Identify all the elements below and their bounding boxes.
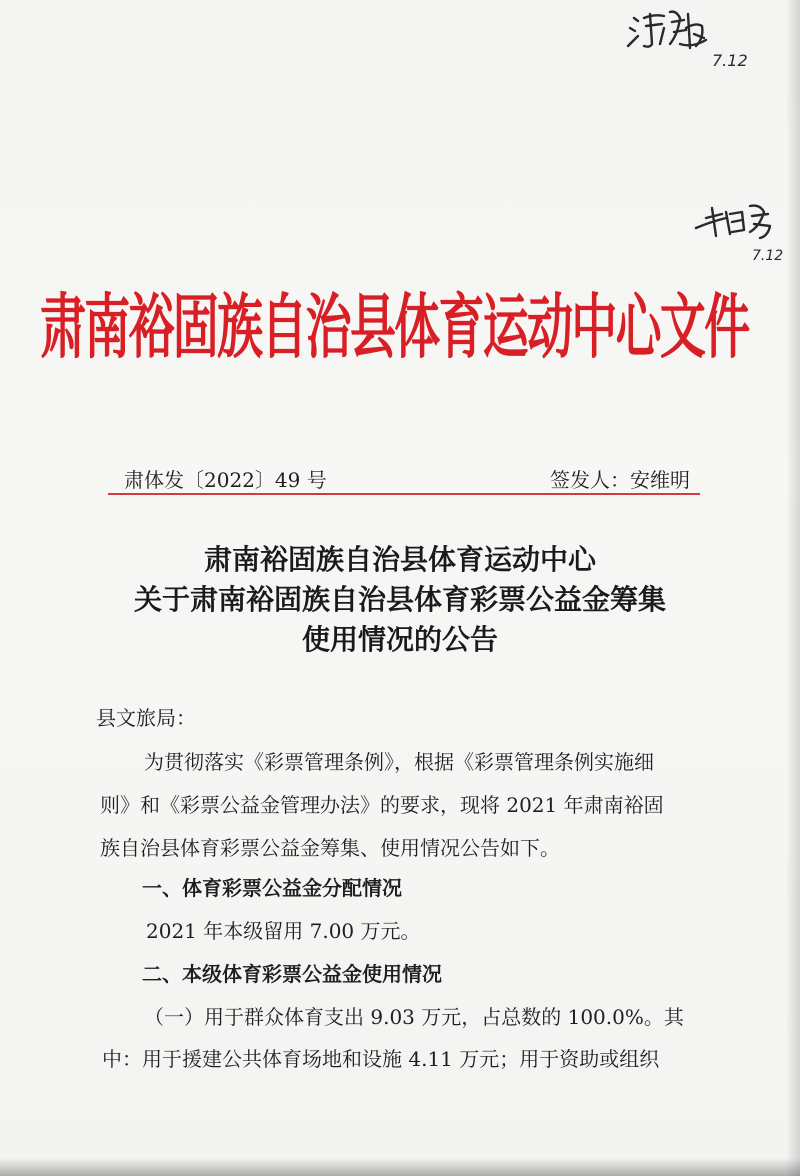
notice-title-line-3: 使用情况的公告 — [301, 623, 498, 656]
scan-edge-shadow-right — [786, 0, 800, 1176]
section-2-heading: 二、本级体育彩票公益金使用情况 — [142, 962, 442, 986]
addressee: 县文旅局： — [96, 706, 196, 730]
handwritten-date-middle: 7.12 — [752, 248, 784, 264]
handwritten-signature-top — [620, 4, 770, 84]
document-header-row — [108, 464, 700, 494]
red-divider-line — [108, 493, 700, 495]
notice-title — [40, 540, 760, 660]
section-2-line-2: 中：用于援建公共体育场地和设施 4.11 万元；用于资助或组织 — [102, 1047, 660, 1071]
intro-line-3: 族自治县体育彩票公益金筹集、使用情况公告如下。 — [100, 836, 560, 860]
intro-line-1: 为贯彻落实《彩票管理条例》，根据《彩票管理条例实施细 — [144, 750, 654, 774]
red-masthead: 肃南裕固族自治县体育运动中心文件 — [40, 285, 749, 369]
section-1-text: 2021 年本级留用 7.00 万元。 — [146, 919, 421, 943]
issuer-signatory: 签发人：安维明 — [550, 468, 690, 492]
handwritten-date-top: 7.12 — [712, 51, 748, 70]
notice-title-line-1: 肃南裕固族自治县体育运动中心 — [203, 543, 596, 576]
intro-line-2: 则》和《彩票公益金管理办法》的要求，现将 2021 年肃南裕固 — [100, 793, 664, 817]
notice-title-line-2: 关于肃南裕固族自治县体育彩票公益金筹集 — [133, 583, 666, 616]
section-2-line-1: （一）用于群众体育支出 9.03 万元，占总数的 100.0%。其 — [144, 1005, 684, 1029]
scan-edge-shadow-bottom — [0, 1158, 800, 1176]
handwritten-signature-middle — [690, 196, 796, 272]
document-number: 肃体发〔2022〕49 号 — [124, 468, 327, 492]
section-1-heading: 一、体育彩票公益金分配情况 — [142, 876, 402, 900]
